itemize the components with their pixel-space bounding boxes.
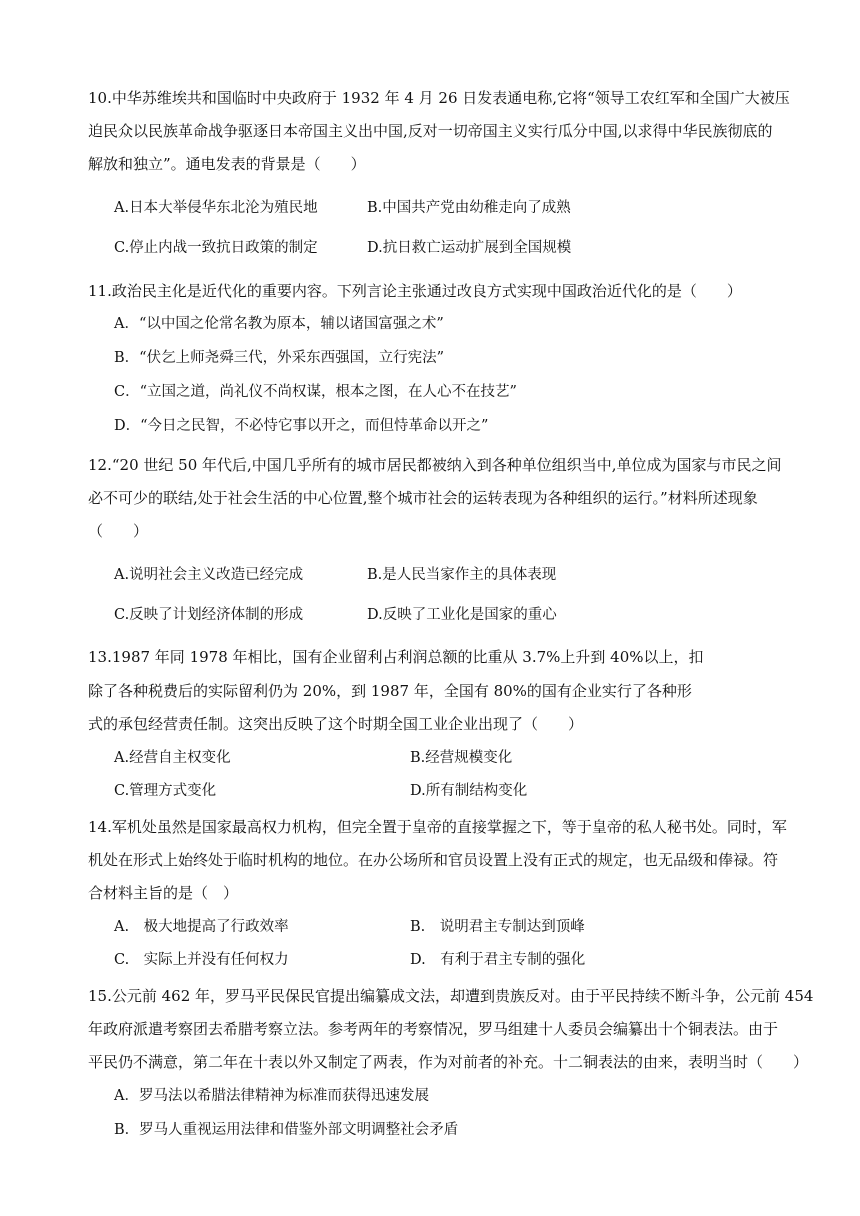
question-14-option-b: B. 说明君主专制达到顶峰: [410, 919, 585, 935]
question-15-line-3: 平民仍不满意，第二年在十表以外又制定了两表，作为对前者的补充。十二铜表法的由来，表明当时（ ）: [88, 1053, 809, 1071]
question-13-option-b: B.经营规模变化: [410, 750, 513, 766]
question-10-option-b: B.中国共产党由幼稚走向了成熟: [367, 200, 571, 216]
question-15-option-a: A．罗马法以希腊法律精神为标准而获得迅速发展: [114, 1088, 429, 1104]
question-12-option-c: C.反映了计划经济体制的形成: [114, 607, 304, 623]
question-14-line-3: 合材料主旨的是（ ）: [88, 884, 239, 902]
question-11-option-c: C．“立国之道，尚礼仪不尚权谋，根本之图，在人心不在技艺”: [114, 384, 517, 400]
question-14-option-d: D. 有利于君主专制的强化: [410, 952, 586, 968]
question-10-option-a: A.日本大举侵华东北沦为殖民地: [114, 200, 318, 216]
question-13-line-2: 除了各种税费后的实际留利仍为 20%，到 1987 年，全国有 80%的国有企业实行了各种形: [88, 682, 692, 700]
question-12-option-d: D.反映了工业化是国家的重心: [367, 607, 557, 623]
question-14-line-2: 机处在形式上始终处于临时机构的地位。在办公场所和官员设置上没有正式的规定，也无品级和俸禄。符: [88, 851, 779, 869]
question-10-option-d: D.抗日救亡运动扩展到全国规模: [367, 240, 572, 256]
question-13-line-1: 13.1987 年同 1978 年相比，国有企业留利占利润总额的比重从 3.7%上升到 40%以上，扣: [88, 648, 704, 666]
question-12-option-b: B.是人民当家作主的具体表现: [367, 567, 557, 583]
question-15-option-b: B．罗马人重视运用法律和借鉴外部文明调整社会矛盾: [114, 1122, 459, 1138]
question-11-option-a: A．“以中国之伦常名教为原本，辅以诸国富强之术”: [114, 316, 444, 332]
question-13-option-c: C.管理方式变化: [114, 783, 217, 799]
question-10-option-c: C.停止内战一致抗日政策的制定: [114, 240, 318, 256]
question-12-option-a: A.说明社会主义改造已经完成: [114, 567, 304, 583]
question-14-option-c: C. 实际上并没有任何权力: [114, 952, 289, 968]
question-13-option-a: A.经营自主权变化: [114, 750, 231, 766]
question-11-option-b: B．“伏乞上师尧舜三代，外采东西强国，立行宪法”: [114, 350, 444, 366]
question-10-line-1: 10.中华苏维埃共和国临时中央政府于 1932 年 4 月 26 日发表通电称,它将“领导工农红军和全国广大被压: [88, 89, 790, 107]
question-10-line-3: 解放和独立”。通电发表的背景是（ ）: [88, 155, 366, 173]
question-12-line-3: （ ）: [88, 522, 149, 540]
question-15-line-2: 年政府派遣考察团去希腊考察立法。参考两年的考察情况，罗马组建十人委员会编纂出十个铜表法。由于: [88, 1020, 779, 1038]
question-11-option-d: D．“今日之民智，不必恃它事以开之，而但恃革命以开之”: [114, 418, 489, 434]
question-11-line-1: 11.政治民主化是近代化的重要内容。下列言论主张通过改良方式实现中国政治近代化的是（ ）: [88, 282, 742, 300]
question-10-line-2: 迫民众以民族革命战争驱逐日本帝国主义出中国,反对一切帝国主义实行瓜分中国,以求得中华民族彻底的: [88, 122, 773, 140]
question-14-option-a: A. 极大地提高了行政效率: [114, 919, 289, 935]
question-12-line-1: 12.“20 世纪 50 年代后,中国几乎所有的城市居民都被纳入到各种单位组织当中,单位成为国家与市民之间: [88, 456, 782, 474]
question-15-line-1: 15.公元前 462 年，罗马平民保民官提出编纂成文法，却遭到贵族反对。由于平民持续不断斗争，公元前 454: [88, 987, 814, 1005]
question-13-option-d: D.所有制结构变化: [410, 783, 528, 799]
question-13-line-3: 式的承包经营责任制。这突出反映了这个时期全国工业企业出现了（ ）: [88, 715, 584, 733]
question-12-line-2: 必不可少的联结,处于社会生活的中心位置,整个城市社会的运转表现为各种组织的运行。”材料所述现象: [88, 489, 758, 507]
question-14-line-1: 14.军机处虽然是国家最高权力机构，但完全置于皇帝的直接掌握之下，等于皇帝的私人秘书处。同时，军: [88, 818, 787, 836]
